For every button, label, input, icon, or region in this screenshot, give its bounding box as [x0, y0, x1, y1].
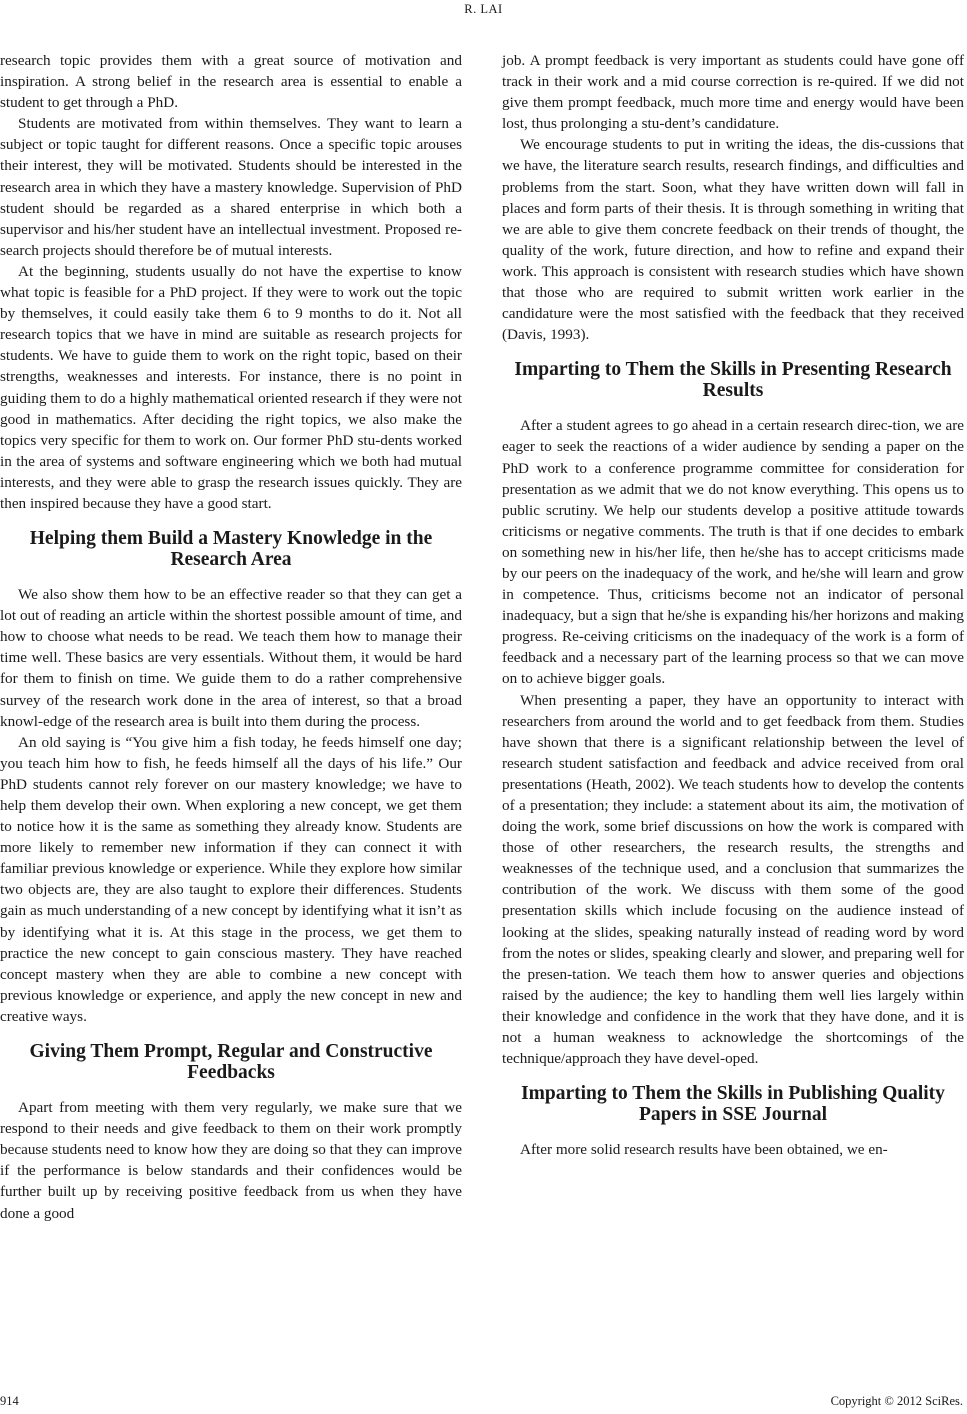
paragraph: We also show them how to be an effective reader so that they can get a lot out of reading an article within the shortest possible amount of time, and how to choose what needs to be read. We teach them how to manage their time well. These basics are very essentials. Without them, it would be hard for them to finish on time. We guide them to do a rather comprehensive survey of the research work done in the area of interest, so that a broad knowl-edge of the research area is built into them during the process.	[0, 586, 462, 730]
running-head: R. LAI	[464, 2, 503, 16]
paragraph: We encourage students to put in writing the ideas, the dis-cussions that we have, the literature search results, research findings, and difficulties and problems from the start. Soon, what they have written down will fall in places and form parts of their thesis. It is through something in writing that we are able to give them concrete feedback on their trends of thought, the quality of the work, future direction, and how to refine and expand their work. This approach is consistent with research studies which have shown that those who are required to submit written work earlier in the candidature were the most satisfied with the feedback that they received (Davis, 1993).	[502, 136, 964, 344]
paragraph: job. A prompt feedback is very important as students could have gone off track in their work and a mid course correction is re-quired. If we did not give them prompt feedback, much more time and energy would have been lost, thus prolonging a stu-dent’s candidature.	[502, 52, 964, 133]
paragraph: research topic provides them with a great source of motivation and inspiration. A strong belief in the research area is essential to enable a student to get through a PhD.	[0, 52, 462, 112]
section-heading: Helping them Build a Mastery Knowledge in the Research Area	[29, 528, 433, 571]
page-number: 914	[0, 1394, 19, 1408]
section-heading: Imparting to Them the Skills in Presenting Research Results	[514, 359, 952, 402]
paragraph: When presenting a paper, they have an opportunity to interact with researchers from around the world and to get feedback from them. Studies have shown that there is a significant relationship between the level of research student satisfaction and feedback and advice received from oral presentations (Heath, 2002). We teach students how to develop the contents of a presentation; they include: a statement about its aim, the motivation of doing the work, some brief discussions on how the work is compared with those of other researchers, the research results, the strengths and weaknesses of the technique used, and a conclusion that summarizes the contribution of the work. We discuss with them some of the good presentation skills which include focusing on the audience instead of looking at the slides, speaking naturally instead of reading word by word from the notes or slides, speaking clearly and slower, and preparing well for the presen-tation. We teach them how to answer queries and objections raised by the audience; the key to handling them well lies largely within their knowledge and confidence in the work that they have done, and it is not a human weakness to acknowledge the shortcomings of the technique/approach they have devel-oped.	[502, 691, 964, 1068]
left-column	[0, 50, 462, 1224]
paragraph: After more solid research results have been obtained, we en-	[520, 1141, 888, 1159]
paragraph: Students are motivated from within themselves. They want to learn a subject or topic taught for different reasons. Once a specific topic arouses their interest, they will be motivated. Students should be interested in the research area in which they have a mastery knowledge. Supervision of PhD student should be regarded as a shared enterprise in which both a supervisor and his/her student have an intellectual investment. Proposed re-search projects should therefore be of mutual interests.	[0, 115, 462, 259]
section-heading: Giving Them Prompt, Regular and Constructive Feedbacks	[29, 1041, 433, 1084]
paragraph: After a student agrees to go ahead in a certain research direc-tion, we are eager to seek the reactions of a wider audience by sending a paper on the PhD work to a conference programme committee for consideration for presentation as we admit that we do not know everything. This opens us to public scrutiny. We help our students develop a positive attitude towards criticisms or negative comments. The truth is that if one decides to embark on something new in his/her life, then he/she has to accept criticisms made by our peers on the inadequacy of the work, and he/she will learn and grow in competence. Thus, criticisms become not an indicator of personal inadequacy, but a sign that he/she is expanding his/her horizons and making progress. Re-ceiving criticisms on the inadequacy of the work is a form of feedback and a necessary part of the learning process so that we can move on to achieve bigger goals.	[502, 417, 964, 688]
paragraph: An old saying is “You give him a fish today, he feeds himself one day; you teach him how to fish, he feeds himself all the days of his life.” Our PhD students cannot rely forever on our mastery knowledge; we have to help them develop their own. When exploring a new concept, we get them to notice how it is the same as something they already know. Students are more likely to remember new information if they can connect it with familiar previous knowledge or experience. While they explore how similar two objects are, they are also taught to explore their differences. Students gain as much understanding of a new concept by identifying what it isn’t as by identifying what it is. At this stage in the process, we get them to practice the new concept to gain conscious mastery. They have reached concept mastery when they are able to combine a new concept with previous knowledge or experience, and apply the new concept in new and creative ways.	[0, 733, 462, 1025]
section-heading: Imparting to Them the Skills in Publishing Quality Papers in SSE Journal	[521, 1083, 945, 1126]
right-column	[502, 50, 964, 1160]
paragraph: Apart from meeting with them very regularly, we make sure that we respond to their needs and give feedback to them on their work promptly because students need to know how they are doing so that they can improve if the performance is below standards and their confidences would be further built up by receiving positive feedback from us when they have done a good	[0, 1099, 462, 1222]
paragraph: At the beginning, students usually do not have the expertise to know what topic is feasible for a PhD project. If they were to work out the topic by themselves, it could easily take them 6 to 9 months to do it. Not all research topics that we have in mind are suitable as research projects for students. We have to guide them to work on the right topic, based on their strengths, weaknesses and interests. For instance, there is no point in guiding them to do a highly mathematical oriented research if they were not good in mathematics. After deciding the right topics, we also make the topics very specific for them to work on. Our former PhD stu-dents worked in the area of systems and software engineering which we both had mutual interests, and they were able to grasp the research issues quickly. They are then inspired because they have a good start.	[0, 262, 462, 512]
copyright-notice: Copyright © 2012 SciRes.	[830, 1394, 963, 1408]
